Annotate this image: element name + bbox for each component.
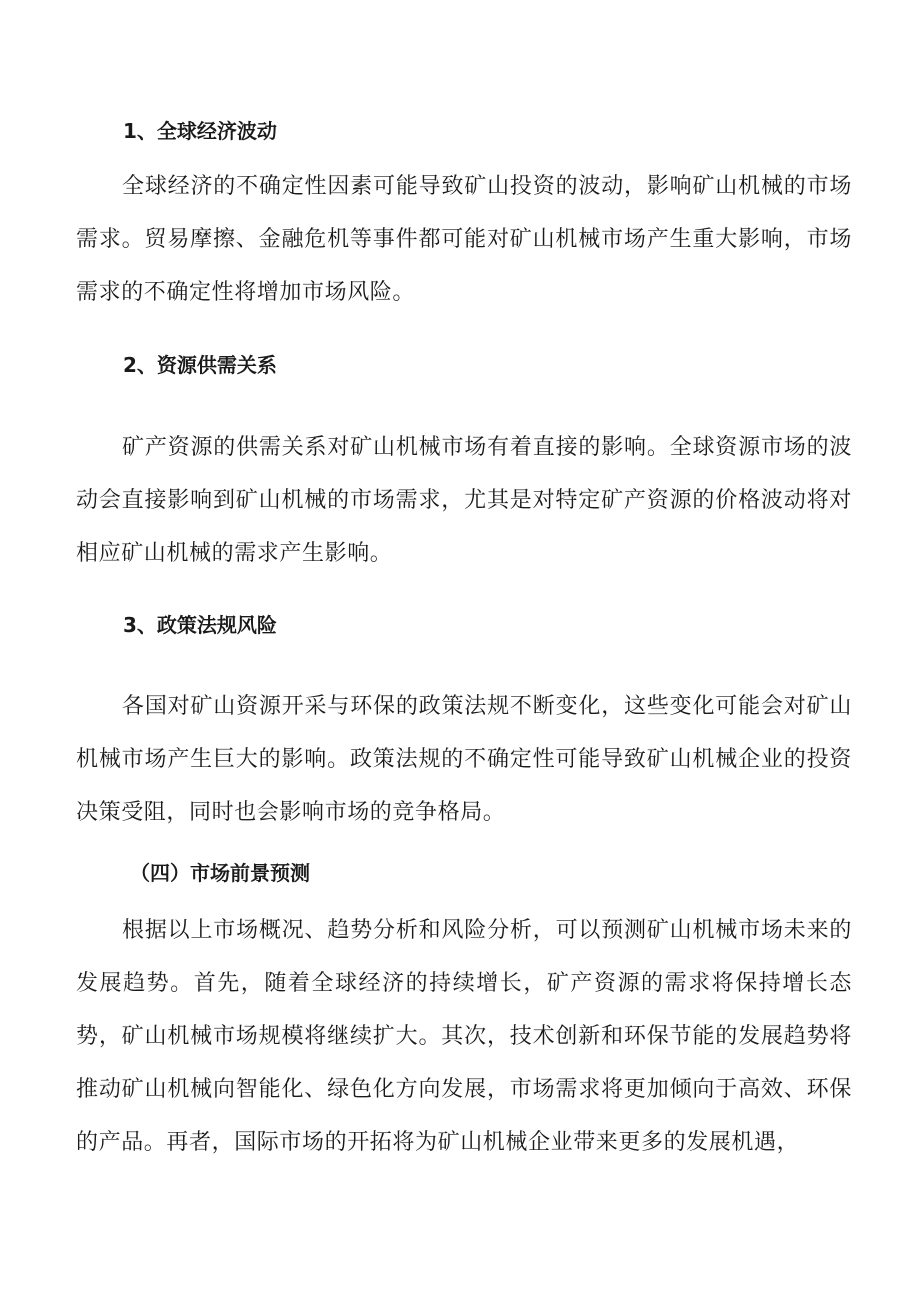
section-heading-market-forecast: （四）市场前景预测 bbox=[130, 861, 310, 885]
section-heading-global-economy: 1、全球经济波动 bbox=[123, 119, 277, 143]
section-body-market-forecast: 根据以上市场概况、趋势分析和风险分析，可以预测矿山机械市场未来的发展趋势。首先，随着全球经济的持续增长，矿产资源的需求将保持增长态势，矿山机械市场规模将继续扩大。其次，技术创新和环保节能的发展趋势将推动矿山机械向智能化、绿色化方向发展，市场需求将更加倾向于高效、环保的产品。再者，国际市场的开拓将为矿山机械企业带来更多的发展机遇， bbox=[76, 918, 852, 1155]
section-heading-policy-risk: 3、政策法规风险 bbox=[123, 613, 277, 637]
section-heading-resource-supply-demand: 2、资源供需关系 bbox=[123, 353, 277, 377]
section-body-resource-supply-demand: 矿产资源的供需关系对矿山机械市场有着直接的影响。全球资源市场的波动会直接影响到矿山机械的市场需求，尤其是对特定矿产资源的价格波动将对相应矿山机械的需求产生影响。 bbox=[76, 435, 852, 566]
section-body-policy-risk: 各国对矿山资源开采与环保的政策法规不断变化，这些变化可能会对矿山机械市场产生巨大的影响。政策法规的不确定性可能导致矿山机械企业的投资决策受阻，同时也会影响市场的竞争格局。 bbox=[76, 694, 852, 825]
section-body-global-economy: 全球经济的不确定性因素可能导致矿山投资的波动，影响矿山机械的市场需求。贸易摩擦、金融危机等事件都可能对矿山机械市场产生重大影响，市场需求的不确定性将增加市场风险。 bbox=[76, 174, 852, 305]
